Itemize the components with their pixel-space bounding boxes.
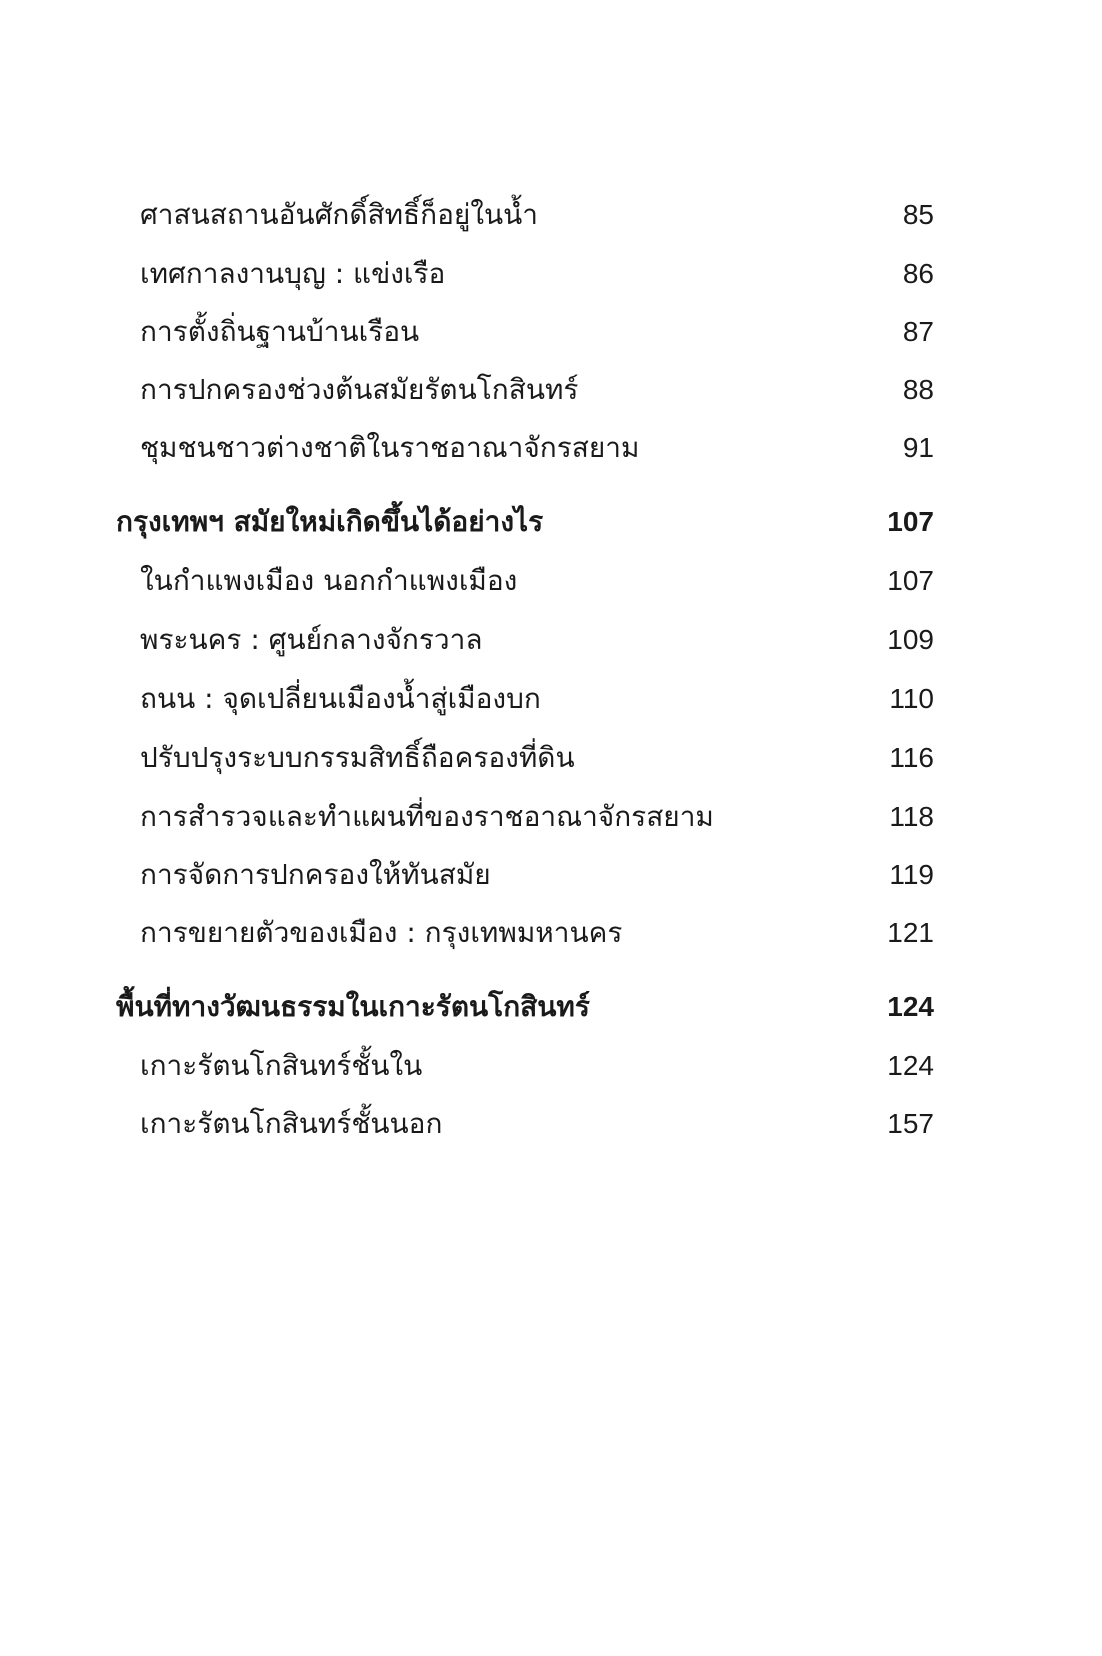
toc-entry-title: การตั้งถิ่นฐานบ้านเรือน [140,315,420,348]
toc-entry-page: 116 [889,742,934,773]
toc-section-heading [0,497,1102,547]
toc-entry-title: การจัดการปกครองให้ทันสมัย [140,858,491,891]
toc-entry [0,556,1102,606]
toc-section-heading [0,982,1102,1032]
toc-entry-title: การปกครองช่วงต้นสมัยรัตนโกสินทร์ [140,373,579,406]
toc-section-page: 107 [887,506,934,537]
toc-entry [0,190,1102,240]
toc-entry [0,423,1102,473]
toc-entry-title: ในกำแพงเมือง นอกกำแพงเมือง [140,564,518,597]
toc-entry-title: เกาะรัตนโกสินทร์ชั้นใน [140,1049,423,1082]
toc-entry [0,1041,1102,1091]
toc-entry-title: ศาสนสถานอันศักดิ์สิทธิ์ก็อยู่ในน้ำ [140,198,538,231]
toc-entry [0,249,1102,299]
toc-section-title: กรุงเทพฯ สมัยใหม่เกิดขึ้นได้อย่างไร [116,505,544,538]
toc-entry-page: 124 [887,1050,934,1081]
toc-entry-title: การขยายตัวของเมือง : กรุงเทพมหานคร [140,916,623,949]
toc-entry [0,850,1102,900]
toc-entry [0,792,1102,842]
toc-entry-title: การสำรวจและทำแผนที่ของราชอาณาจักรสยาม [140,800,714,833]
toc-entry-page: 119 [889,859,934,890]
toc-entry-title: พระนคร : ศูนย์กลางจักรวาล [140,623,483,656]
toc-entry-page: 88 [902,374,934,405]
toc-entry-page: 121 [887,917,934,948]
toc-entry [0,307,1102,357]
toc-entry-page: 85 [902,199,934,230]
toc-entry-title: ถนน : จุดเปลี่ยนเมืองน้ำสู่เมืองบก [140,682,541,715]
toc-entry [0,908,1102,958]
toc-entry-page: 86 [902,258,934,289]
toc-section-title: พื้นที่ทางวัฒนธรรมในเกาะรัตนโกสินทร์ [116,990,590,1023]
toc-entry-page: 109 [887,624,934,655]
toc-entry-title: ชุมชนชาวต่างชาติในราชอาณาจักรสยาม [140,431,640,464]
toc-entry-page: 87 [902,316,934,347]
toc-section-page: 124 [887,991,934,1022]
toc-entry-title: เทศกาลงานบุญ : แข่งเรือ [140,257,446,290]
toc-entry [0,615,1102,665]
toc-entry [0,1099,1102,1149]
toc-entry [0,674,1102,724]
toc-entry-page: 118 [889,801,934,832]
toc-entry-title: ปรับปรุงระบบกรรมสิทธิ์ถือครองที่ดิน [140,741,575,774]
toc-entry [0,733,1102,783]
toc-entry-title: เกาะรัตนโกสินทร์ชั้นนอก [140,1107,443,1140]
toc-entry [0,365,1102,415]
toc-entry-page: 107 [887,565,934,596]
toc-entry-page: 91 [902,432,934,463]
toc-entry-page: 110 [889,683,934,714]
toc-entry-page: 157 [887,1108,934,1139]
